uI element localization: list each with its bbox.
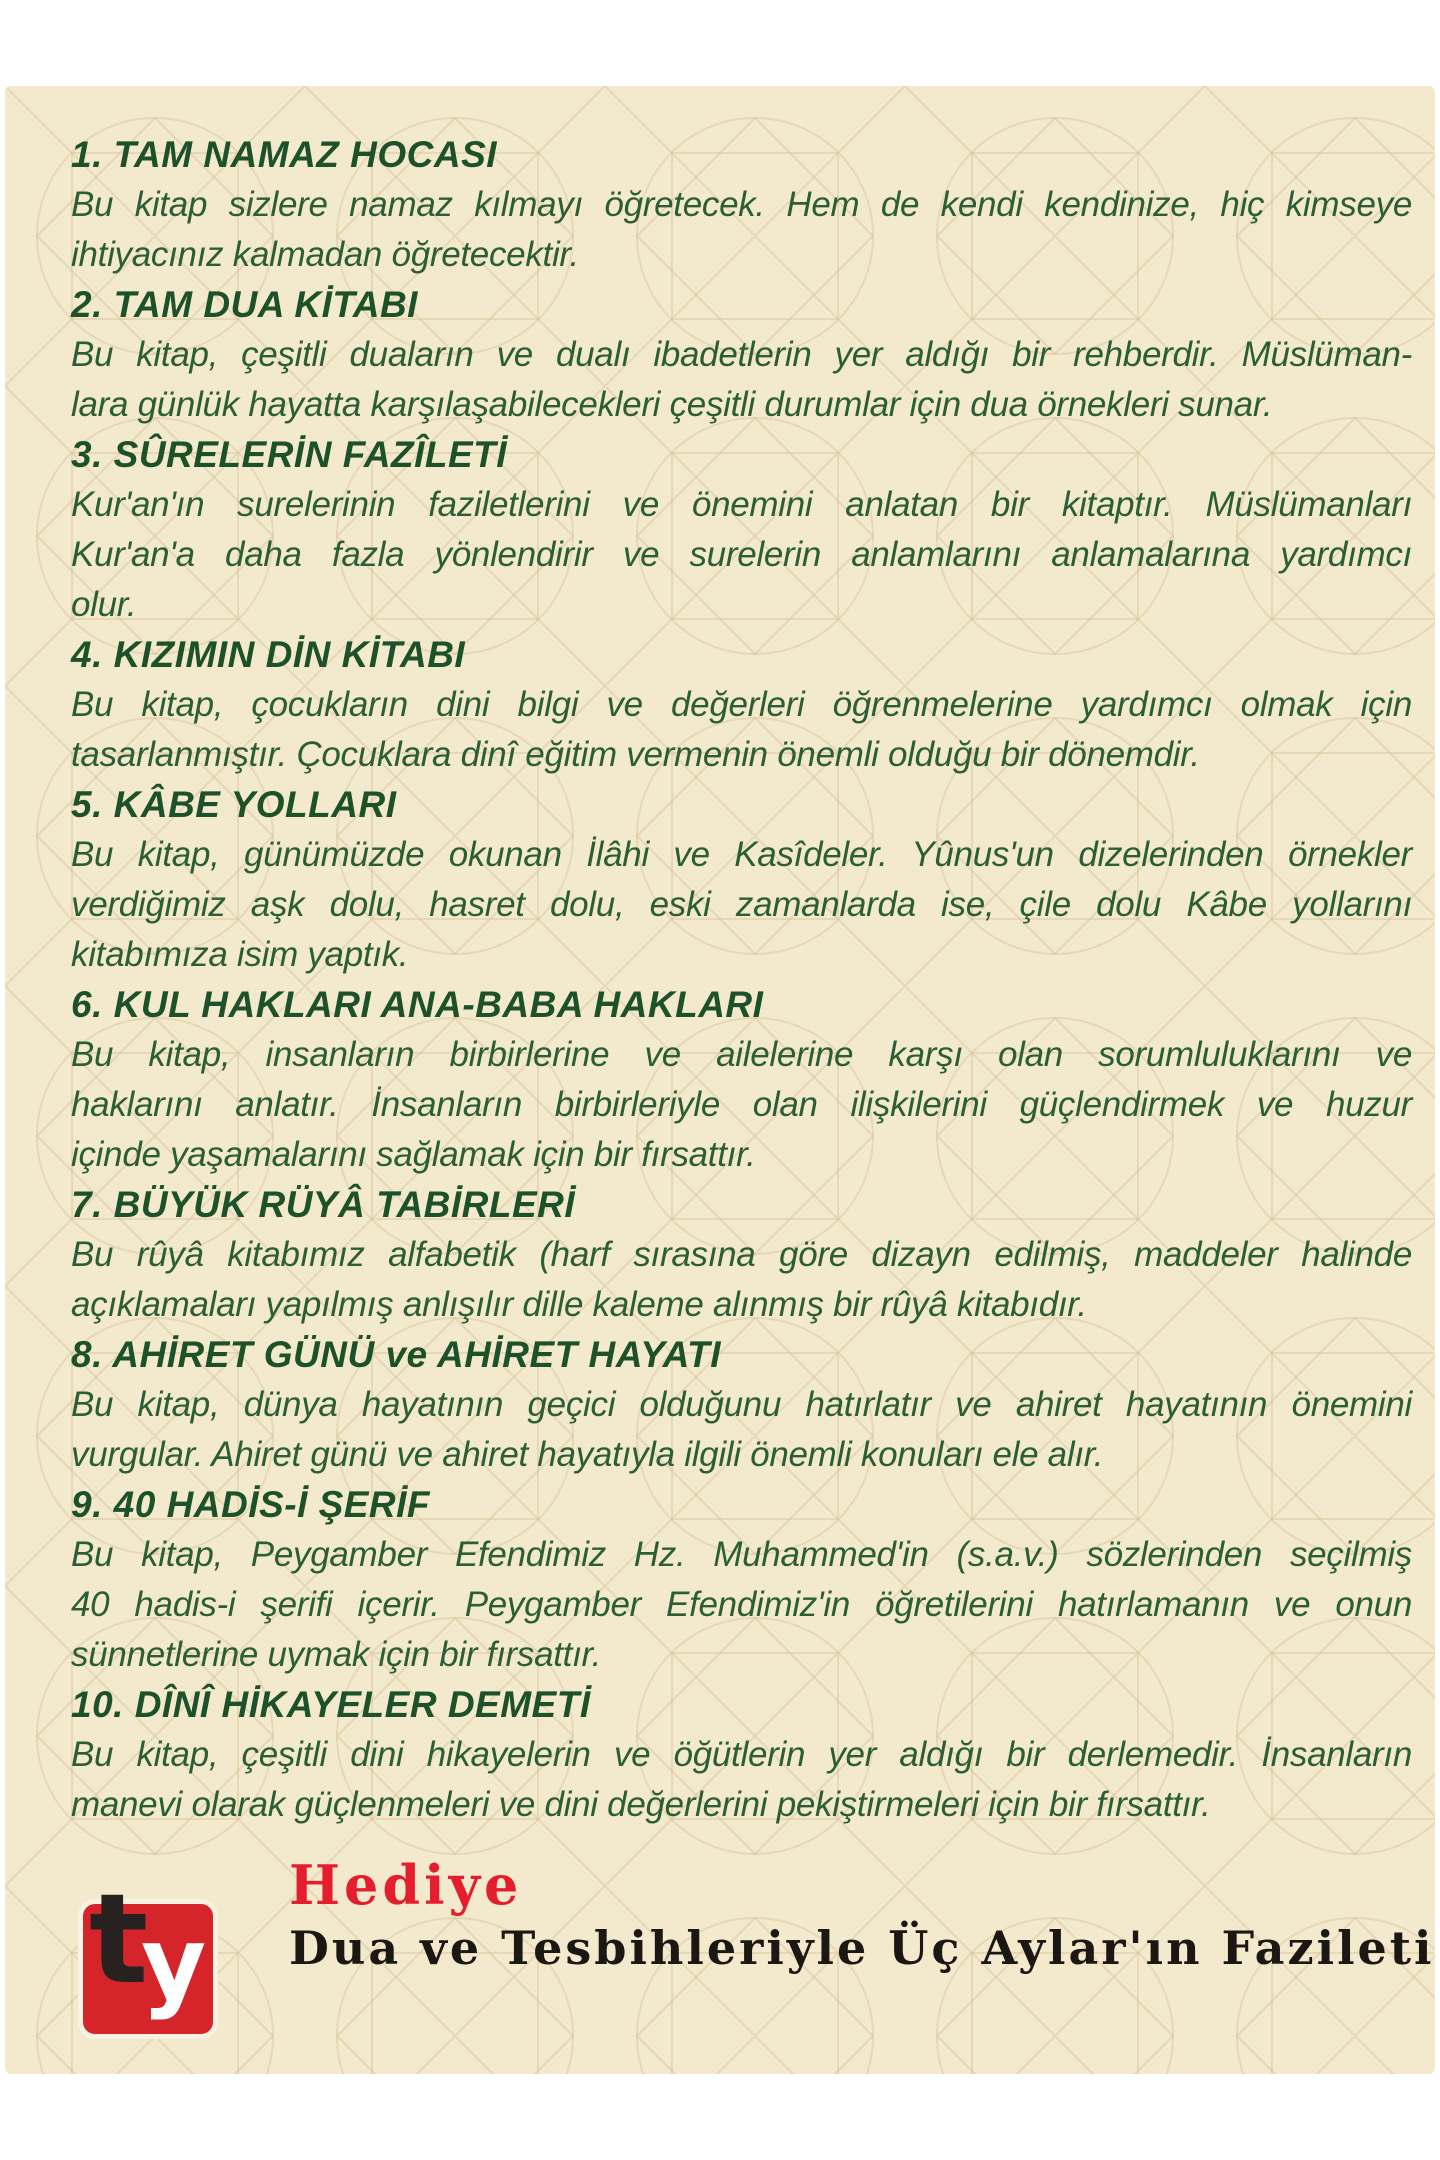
book-title: 8. AHİRET GÜNÜ ve AHİRET HAYATI	[71, 1334, 722, 1375]
book-description-line: verdiğimiz aşk dolu, hasret dolu, eski zamanlarda ise, çile dolu Kâbe yollarını	[71, 885, 1412, 924]
footer	[71, 1844, 1435, 2034]
book-description-line: kitabımıza isim yaptık.	[71, 935, 409, 974]
book-title: 2. TAM DUA KİTABI	[71, 284, 418, 325]
book-description-line: açıklamaları yapılmış anlışılır dille kaleme alınmış bir rûyâ kitabıdır.	[71, 1285, 1087, 1324]
book-description-line: Bu kitap, günümüzde okunan İlâhi ve Kasîdeler. Yûnus'un dizelerinden örnekler	[71, 835, 1412, 874]
book-entry	[71, 1330, 1412, 1480]
book-entry	[71, 130, 1412, 280]
book-title: 4. KIZIMIN DİN KİTABI	[71, 634, 466, 675]
book-description-line: olur.	[71, 585, 137, 624]
book-description-line: tasarlanmıştır. Çocuklara dinî eğitim vermenin önemli olduğu bir dönemdir.	[71, 735, 1200, 774]
gift-label: Hediye	[289, 1853, 523, 1917]
book-description-line: Kur'an'a daha fazla yönlendirir ve surelerin anlamlarını anlamalarına yardımcı	[71, 535, 1412, 574]
book-description-line: Bu kitap, çeşitli dini hikayelerin ve öğütlerin yer aldığı bir derlemedir. İnsanların	[71, 1735, 1412, 1774]
book-title: 6. KUL HAKLARI ANA-BABA HAKLARI	[71, 984, 764, 1025]
book-description-line: sünnetlerine uymak için bir fırsattır.	[71, 1635, 602, 1674]
book-entry	[71, 1180, 1412, 1330]
book-description-line: ihtiyacınız kalmadan öğretecektir.	[71, 235, 579, 274]
book-entry	[71, 1480, 1412, 1680]
book-title: 7. BÜYÜK RÜYÂ TABİRLERİ	[71, 1184, 576, 1225]
book-title: 5. KÂBE YOLLARI	[71, 784, 397, 825]
logo-letter-y: y	[141, 1905, 207, 2022]
book-list	[5, 86, 1435, 2034]
book-title: 9. 40 HADİS-İ ŞERİF	[71, 1484, 431, 1525]
publisher-logo	[83, 1868, 213, 2034]
book-description-line: Bu rûyâ kitabımız alfabetik (harf sırasına göre dizayn edilmiş, maddeler halinde	[71, 1235, 1412, 1274]
book-list-panel	[5, 86, 1435, 2074]
book-entry	[71, 280, 1412, 430]
logo-letter-t: t	[89, 1868, 149, 2012]
book-title: 1. TAM NAMAZ HOCASI	[71, 134, 498, 175]
book-description-line: lara günlük hayatta karşılaşabilecekleri çeşitli durumlar için dua örnekleri sunar.	[71, 385, 1273, 424]
book-entry	[71, 430, 1412, 630]
book-entry	[71, 980, 1412, 1180]
book-description-line: haklarını anlatır. İnsanların birbirleriyle olan ilişkilerini güçlendirmek ve huzur	[71, 1085, 1412, 1124]
book-description-line: Bu kitap, çeşitli duaların ve dualı ibadetlerin yer aldığı bir rehberdir. Müslüman-	[71, 335, 1412, 374]
book-description-line: Bu kitap sizlere namaz kılmayı öğretecek. Hem de kendi kendinize, hiç kimseye	[71, 185, 1412, 224]
gift-block	[289, 1853, 1435, 1976]
book-entry	[71, 630, 1412, 780]
book-description-line: vurgular. Ahiret günü ve ahiret hayatıyla ilgili önemli konuları ele alır.	[71, 1435, 1104, 1474]
book-title: 3. SÛRELERİN FAZÎLETİ	[71, 434, 508, 475]
book-description-line: içinde yaşamalarını sağlamak için bir fırsattır.	[71, 1135, 756, 1174]
book-title: 10. DÎNÎ HİKAYELER DEMETİ	[71, 1684, 591, 1725]
book-description-line: Bu kitap, çocukların dini bilgi ve değerleri öğrenmelerine yardımcı olmak için	[71, 685, 1412, 724]
book-description-line: Bu kitap, Peygamber Efendimiz Hz. Muhammed'in (s.a.v.) sözlerinden seçilmiş	[71, 1535, 1412, 1574]
book-description-line: manevi olarak güçlenmeleri ve dini değerlerini pekiştirmeleri için bir fırsattır.	[71, 1785, 1211, 1824]
book-description-line: Bu kitap, insanların birbirlerine ve ailelerine karşı olan sorumluluklarını ve	[71, 1035, 1412, 1074]
gift-book-title: Dua ve Tesbihleriyle Üç Aylar'ın Fazileti	[289, 1921, 1435, 1975]
book-description-line: Kur'an'ın surelerinin faziletlerini ve önemini anlatan bir kitaptır. Müslümanları	[71, 485, 1412, 524]
book-entry	[71, 1680, 1412, 1830]
book-description-line: Bu kitap, dünya hayatının geçici olduğunu hatırlatır ve ahiret hayatının önemini	[71, 1385, 1412, 1424]
book-entry	[71, 780, 1412, 980]
book-description-line: 40 hadis-i şerifi içerir. Peygamber Efendimiz'in öğretilerini hatırlamanın ve onun	[71, 1585, 1412, 1624]
